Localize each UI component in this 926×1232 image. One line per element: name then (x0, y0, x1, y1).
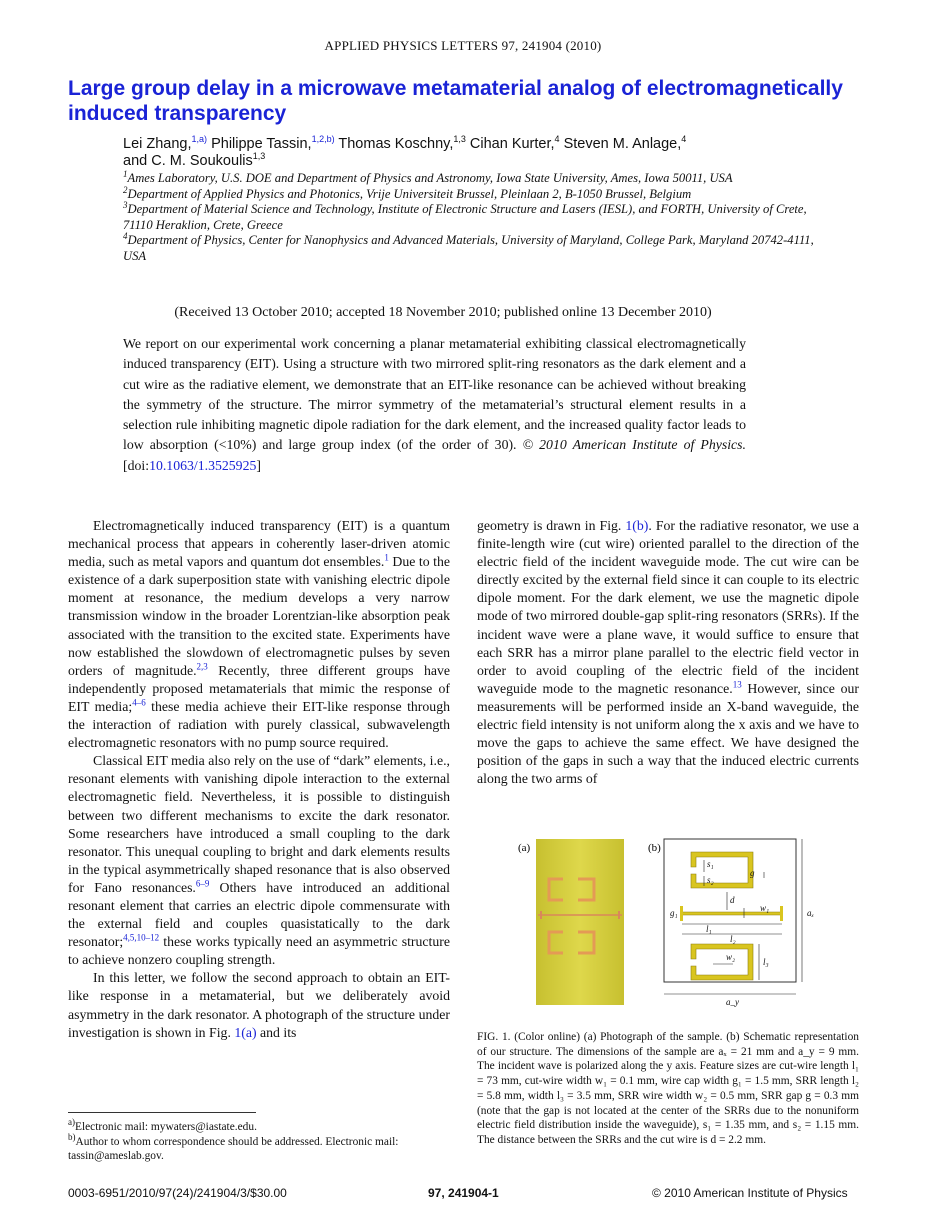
citation-link[interactable]: 6–9 (195, 878, 210, 889)
figure-link[interactable]: 1(a) (234, 1024, 257, 1040)
label-d: d (730, 895, 735, 905)
citation-link[interactable]: 4–6 (132, 697, 146, 708)
affiliations (123, 168, 823, 264)
citation-link[interactable]: 1 (384, 552, 389, 563)
author: and C. M. Soukoulis$^{1,3}$ (123, 151, 266, 169)
affiliation: $^3$Department of Material Science and Technology, Institute of Electronic Structure and Lasers (IESL), and FORTH, University of Crete, 71110 Heraklion, Crete, Greece (123, 199, 807, 232)
affiliation: $^2$Department of Applied Physics and Photonics, Vrije Universiteit Brussel, Pleinlaan 2, B-1050 Brussel, Belgium (123, 184, 692, 201)
citation-link[interactable]: 13 (732, 679, 742, 690)
label-g: g (750, 868, 755, 878)
figure-1 (516, 836, 822, 1008)
figure-link[interactable]: 1(b) (625, 518, 649, 533)
label-l2: l₂ (730, 934, 736, 944)
label-l3: l₃ (763, 957, 769, 967)
paragraph: geometry is drawn in Fig. 1(b). For the radiative resonator, we use a finite-length wire (cut wire) oriented parallel to the direction of the electric field of the incident waveguide mode. The cut wire can be directly excited by the external field since it can couple to its electric dipole moment. For the dark element, we use the magnetic dipole mode of two mirrored double-gap split-ring resonators (SRRs). If the incident wave were a plane wave, it would suffice to ensure that each SRR has a mirror plane parallel to the electric field vector in order to avoid coupling of the electric field of the incident waveguide mode to the magnetic resonance.$^{13}$ However, since our measurements will be performed inside an X-band waveguide, the electric field intensity is not uniform along the x axis and we have to move the gaps to achieve the same effect. We have designed the position of the gaps in such a way that the induced electric currents along the two arms of (477, 518, 859, 787)
author: Cihan Kurter,$^4$ (469, 134, 560, 152)
label-s2: s₂ (707, 875, 714, 885)
running-head: APPLIED PHYSICS LETTERS 97, 241904 (2010) (324, 38, 602, 53)
footnote: $^{b)}$Author to whom correspondence should be addressed. Electronic mail: tassin@ameslab.gov. (68, 1131, 399, 1163)
paragraph: In this letter, we follow the second approach to obtain an EIT-like response in a metamaterial, but we deliberately avoid asymmetry in the dark resonator. A photograph of the structure under investigation is shown in Fig. 1(a) and its (68, 970, 450, 1040)
footer-copyright: © 2010 American Institute of Physics (652, 1186, 848, 1200)
footer-page-number: 97, 241904-1 (428, 1186, 499, 1200)
left-column (68, 517, 450, 1042)
panel-a-label: (a) (518, 842, 531, 854)
label-s1: s₁ (707, 859, 714, 869)
schematic (664, 839, 815, 1007)
publication-history: (Received 13 October 2010; accepted 18 November 2010; published online 13 December 2010) (174, 305, 712, 320)
figure-caption: FIG. 1. (Color online) (a) Photograph of the sample. (b) Schematic representation of our structure. The dimensions of the sample are aₓ = 21 mm and a_y = 9 mm. The incident wave is polarized along the y axis. Feature sizes are cut-wire length l₁ = 73 mm, cut-wire width w₁ = 0.1 mm, wire cap width g₁ = 1.5 mm, SRR length l₂ = 5.8 mm, width l₃ = 3.5 mm, SRR wire width w₂ = 0.5 mm, SRR gap g = 0.3 mm (note that the gap is not located at the center of the SRRs due to the nonuniform electric field distribution inside the waveguide), s₁ = 1.35 mm, and s₂ = 1.15 mm. The distance between the SRRs and the cut wire is d = 2.2 mm. (477, 1031, 859, 1146)
footnote-divider (68, 1112, 256, 1113)
author: Lei Zhang,$^{1,a)}$ (123, 134, 208, 152)
panel-b-label: (b) (648, 842, 661, 854)
footer-left: 0003-6951/2010/97(24)/241904/3/$30.00 (68, 1186, 287, 1200)
copyright-notice: © 2010 American Institute of Physics. (522, 437, 746, 453)
label-w1: w₁ (760, 903, 770, 913)
right-column (477, 517, 859, 788)
sample-photo (536, 839, 624, 1005)
citation-link[interactable]: 4,5,10–12 (123, 932, 160, 943)
label-ax: aₓ (807, 908, 815, 918)
label-w2: w₂ (726, 952, 736, 962)
paragraph: Electromagnetically induced transparency (EIT) is a quantum mechanical process that appears in coherently laser-driven atomic media, such as metal vapors and quantum dot ensembles.$^1$ Due to the existence of a dark superposition state with vanishing electric dipole moment at resonance, the medium develops a very narrow transmission window in the broader Lorentzian-like absorption peak associated with the transition to the excited state. Experiments have now established the slowdown of electromagnetic pulses by seven orders of magnitude.$^{2,3}$ Recently, three different groups have independently proposed metamaterials that mimic the response of EIT media;$^{4-6}$ these media achieve their EIT-like response through the interaction of radiation with purely classical, subwavelength electromagnetic resonators with no pump source required. (68, 518, 450, 751)
footnote: $^{a)}$Electronic mail: mywaters@iastate.edu. (68, 1117, 257, 1133)
paragraph: Classical EIT media also rely on the use of “dark” elements, i.e., resonant elements with vanishing dipole interaction to the external electromagnetic field. Nevertheless, it is possible to distinguish between two different mechanisms to excite the dark resonator. Some researchers have introduced a small coupling to the dark resonator. This unequal coupling to bright and dark elements results in the typical asymmetrically shaped resonance that is also observed for Fano resonances.$^{6-9}$ Others have introduced an additional resonant element that carries an electric dipole commensurate with the external field and couples quasistatically to the dark resonator;$^{4,5,10-12}$ these works typically need an asymmetric structure to achieve nonzero coupling strength. (68, 753, 450, 968)
srr-bottom (691, 944, 753, 980)
author: Philippe Tassin,$^{1,2,b)}$ (211, 134, 335, 152)
author: Steven M. Anlage,$^4$ (563, 134, 687, 152)
doi-link[interactable]: 10.1063/1.3525925 (149, 457, 257, 473)
citation-link[interactable]: 2,3 (196, 661, 208, 672)
footnotes (68, 1117, 450, 1164)
author: Thomas Koschny,$^{1,3}$ (338, 134, 466, 152)
abstract: We report on our experimental work concerning a planar metamaterial exhibiting classical electromagnetically induced transparency (EIT). Using a structure with two mirrored split-ring resonators as the dark element and a cut wire as the radiative element, we demonstrate that an EIT-like resonance can be achieved without breaking the symmetry of the structure. The mirror symmetry of the metamaterial’s structural element results in a selection rule inhibiting magnetic dipole radiation for the dark element, and the increased quality factor leads to low absorption (<10%) and large group index (of the order of 30). © 2010 American Institute of Physics. [doi:10.1063/1.3525925] (123, 336, 746, 473)
label-l1: l₁ (706, 924, 712, 934)
author-list (123, 136, 823, 170)
label-g1: g₁ (670, 908, 678, 918)
label-ay: a_y (726, 997, 739, 1007)
article-title: Large group delay in a microwave metamaterial analog of electromagnetically induced transparency (68, 77, 843, 125)
affiliation: $^4$Department of Physics, Center for Nanophysics and Advanced Materials, University of Maryland, College Park, Maryland 20742-4111, USA (123, 230, 814, 263)
affiliation: $^1$Ames Laboratory, U.S. DOE and Department of Physics and Astronomy, Iowa State University, Ames, Iowa 50011, USA (123, 168, 733, 185)
